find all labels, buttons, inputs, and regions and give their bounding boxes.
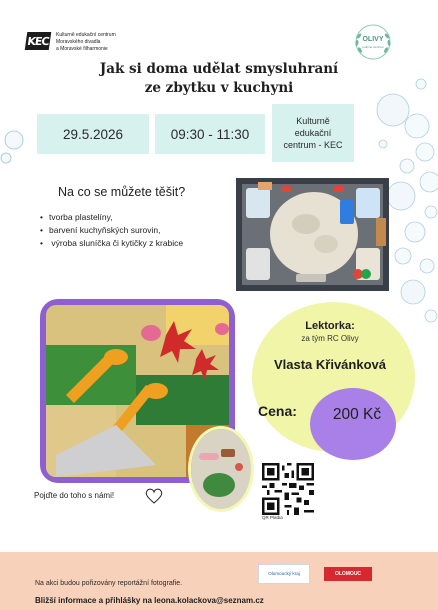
list-item: • barvení kuchyňských surovin, [40,224,183,237]
list-item: • tvorba plastelíny, [40,211,183,224]
olivy-logo [352,22,394,62]
list-item: • výroba sluníčka či kytičky z krabice [40,237,183,250]
qr-code-icon [262,463,314,515]
event-date: 29.5.2026 [37,114,149,154]
program-heading: Na co se můžete těšit? [58,185,186,199]
playdough-photo [188,426,254,512]
title-line-1: Jak si doma udělat smysluhraní [99,61,339,77]
lecturer-sub: za tým RC Olivy [301,334,359,343]
olomoucky-kraj-logo: Olomoucký kraj [258,564,310,584]
kec-logo: KEC [25,32,52,50]
org-line-1: Kulturně edukační centrum [56,32,116,38]
heart-icon [144,486,164,506]
price-value: 200 Kč [332,406,382,423]
sensory-tray-photo [236,178,389,291]
org-name [56,32,116,53]
price-circle [310,388,396,460]
contact-info: Bližší informace a přihlášky na leona.kolackova@seznam.cz [35,596,264,605]
org-line-3: a Moravské filharmonie [56,46,108,52]
qr-label: QR Platba [262,515,283,520]
qr-code[interactable] [262,463,314,515]
photo-notice: Na akci budou pořizovány reportážní fotografie. [35,580,183,587]
olomouc-city-logo: OLOMOUC [324,567,372,581]
place-line-3: centrum - KEC [283,140,343,150]
olivy-logo-sub: rodinné centrum [362,45,384,49]
event-title [40,60,398,98]
event-place [272,104,354,162]
title-line-2: ze zbytku v kuchyni [144,80,294,96]
bubbles-left-decoration [0,128,36,168]
olivy-logo-text: OLIVY [362,36,384,43]
lecturer-label: Lektorka: [305,320,355,332]
place-line-2: edukační [294,128,332,138]
call-to-action: Pojďte do toho s námi! [34,491,115,500]
event-time: 09:30 - 11:30 [155,114,265,154]
price-label: Cena: [258,403,297,419]
org-line-2: Moravského divadla [56,39,101,45]
program-list [40,211,183,250]
lecturer-name: Vlasta Křivánková [273,357,386,372]
place-line-1: Kulturně [296,116,330,126]
